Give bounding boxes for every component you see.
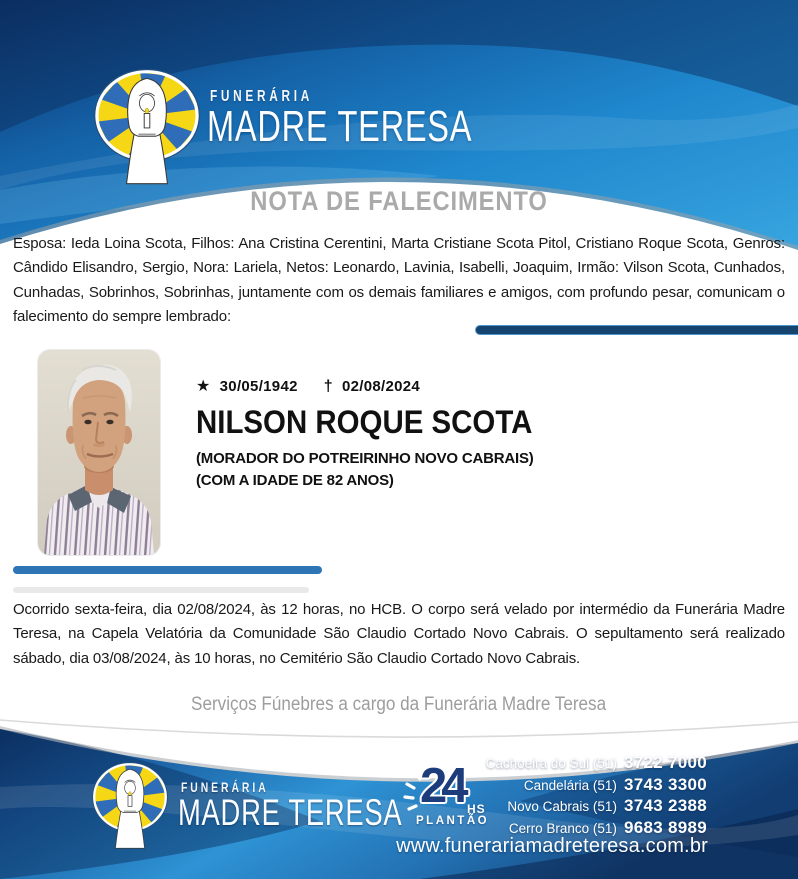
divider-bar-left xyxy=(13,566,322,574)
plantao-24-number: 24 xyxy=(420,759,463,813)
deceased-photo xyxy=(38,350,160,555)
brand-madre-teresa-label: MADRE TERESA xyxy=(207,102,473,151)
phone-number: 3722 7000 xyxy=(623,753,707,772)
phone-city-label: Cerro Branco (51) xyxy=(508,820,617,836)
phone-row xyxy=(486,796,707,818)
madre-teresa-logo-icon xyxy=(91,66,203,194)
plantao-label: PLANTÃO xyxy=(416,815,490,827)
phone-list xyxy=(486,753,707,839)
phone-row xyxy=(486,775,707,797)
age-line: (COM A IDADE DE 82 ANOS) xyxy=(196,472,394,489)
website-url: www.funerariamadreteresa.com.br xyxy=(396,835,708,857)
divider-bar-right xyxy=(475,325,798,335)
details-paragraph: Ocorrido sexta-feira, dia 02/08/2024, às 12 horas, no HCB. O corpo será velado por intermédio da Funerária Madre Teresa, na Capela Velatória da Comunidade São Claudio Cortado Novo Cabrais. O sepultamento será realizado sábado, dia 03/08/2024, às 10 horas, no Cemitério São Claudio Cortado Novo Cabrais. xyxy=(13,601,785,667)
phone-number: 9683 8989 xyxy=(623,817,707,837)
plantao-hs-label: HS xyxy=(467,802,486,816)
footer-madre-teresa-label: MADRE TERESA xyxy=(178,792,403,833)
divider-bar-left-shadow xyxy=(13,587,309,593)
services-line: Serviços Fúnebres a cargo da Funerária Madre Teresa xyxy=(191,694,607,715)
death-cross-icon: † xyxy=(323,377,333,395)
residence-line: (MORADOR DO POTREIRINHO NOVO CABRAIS) xyxy=(196,450,534,467)
phone-number: 3743 2388 xyxy=(623,796,707,816)
phone-city-label: Novo Cabrais (51) xyxy=(507,799,617,815)
phone-city-label: Candelária (51) xyxy=(523,777,617,793)
deceased-name: NILSON ROQUE SCOTA xyxy=(196,404,533,440)
death-date: 02/08/2024 xyxy=(341,378,421,395)
deceased-info xyxy=(196,378,562,492)
footer-madre-teresa-logo-icon xyxy=(90,760,170,856)
footer-funeraria-label: FUNERÁRIA xyxy=(181,779,269,795)
header-brand-main xyxy=(207,102,565,151)
phone-number: 3743 3300 xyxy=(623,774,707,794)
phone-row xyxy=(486,753,707,775)
life-dates xyxy=(196,378,562,395)
family-paragraph: Esposa: Ieda Loina Scota, Filhos: Ana Cristina Cerentini, Marta Cristiane Scota Pitol, Cristiano Roque Scota, Genros: Cândido Elisandro, Sergio, Nora: Lariela, Netos: Leonardo, Lavinia, Isabelli, Joaquim, Irmão: Vilson Scota, Cunhados, Cunhadas, Sobrinhos, Sobrinhas, juntamente com os demais familiares e amigos, com profundo pesar, comunicam o falecimento do sempre lembrado: xyxy=(13,235,785,326)
birth-date: 30/05/1942 xyxy=(219,378,298,395)
birth-star-icon: ★ xyxy=(196,377,211,395)
brand-funeraria-label: FUNERÁRIA xyxy=(210,88,314,105)
page-title: NOTA DE FALECIMENTO xyxy=(250,186,548,216)
phone-city-label: Cachoeira do Sul (51) xyxy=(485,756,617,771)
